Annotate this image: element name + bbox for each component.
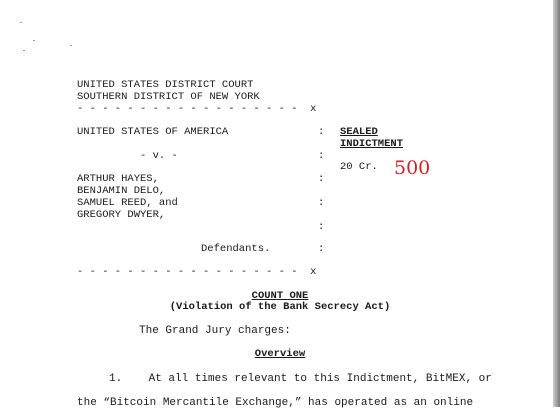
versus-label: - v. - (140, 150, 178, 162)
defendants-label: Defendants. (201, 243, 271, 255)
caption-colon: : (318, 173, 325, 185)
caption-colon: : (318, 221, 325, 233)
caption-colon: : (318, 150, 325, 162)
defendant-name: ARTHUR HAYES, (77, 173, 159, 185)
caption-rule-top: - - - - - - - - - - - - - - - - - - x (77, 103, 317, 115)
count-title: COUNT ONE (251, 290, 309, 302)
paragraph-line: the “Bitcoin Mercantile Exchange,” has operated as an online (77, 397, 474, 409)
paragraph-line: 1. At all times relevant to this Indictment, BitMEX, or (109, 373, 492, 385)
section-heading: Overview (254, 348, 306, 360)
plaintiff-name: UNITED STATES OF AMERICA (77, 126, 229, 138)
page-edge (553, 0, 560, 407)
count-subtitle: (Violation of the Bank Secrecy Act) (169, 301, 391, 313)
indictment-label: INDICTMENT (340, 138, 404, 150)
caption-rule-bottom: - - - - - - - - - - - - - - - - - - x (77, 266, 317, 278)
caption-colon: : (318, 243, 325, 255)
court-name: UNITED STATES DISTRICT COURT (77, 79, 254, 91)
caption-colon: : (318, 126, 325, 138)
defendant-name: BENJAMIN DELO, (77, 185, 166, 197)
sealed-label: SEALED (340, 126, 378, 138)
caption-colon: : (318, 197, 325, 209)
case-number-prefix: 20 Cr. (340, 161, 378, 173)
defendant-name: SAMUEL REED, and (77, 197, 178, 209)
court-district: SOUTHERN DISTRICT OF NEW YORK (77, 91, 260, 103)
handwritten-case-number: 500 (394, 157, 431, 179)
grand-jury-intro: The Grand Jury charges: (139, 325, 291, 337)
defendant-name: GREGORY DWYER, (77, 209, 166, 221)
